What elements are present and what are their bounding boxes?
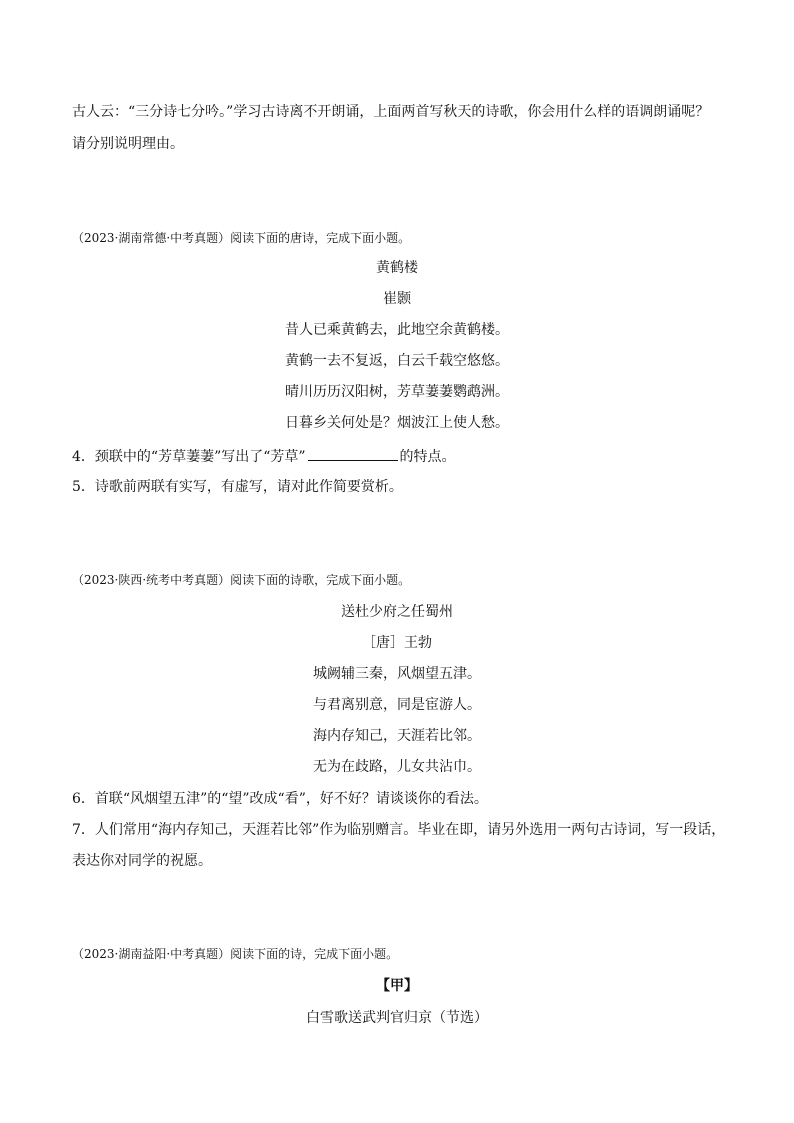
section2-poem-title: 送杜少府之任蜀州 xyxy=(341,604,453,620)
section1-poem-title: 黄鹤楼 xyxy=(376,260,418,276)
intro-line-1: 古人云：“三分诗七分吟。”学习古诗离不开朗诵，上面两首写秋天的诗歌，你会用什么样的语调朗诵呢？ xyxy=(72,104,710,120)
question-4-text-end: 的特点。 xyxy=(399,449,456,465)
question-4 xyxy=(72,446,456,467)
section1-poem-line: 昔人已乘黄鹤去，此地空余黄鹤楼。 xyxy=(285,322,509,338)
section1-poem-line: 日暮乡关何处是？烟波江上使人愁。 xyxy=(285,415,509,431)
section2-source: （2023·陕西·统考中考真题）阅读下面的诗歌，完成下面小题。 xyxy=(72,573,411,587)
section3-label: 【甲】 xyxy=(376,978,418,994)
question-6: 6．首联“风烟望五津”的“望”改成“看”，好不好？请谈谈你的看法。 xyxy=(72,791,488,807)
section2-poem-line: 与君离别意，同是宦游人。 xyxy=(313,697,481,713)
intro-line-2: 请分别说明理由。 xyxy=(72,136,184,152)
section1-poem-line: 晴川历历汉阳树，芳草萋萋鹦鹉洲。 xyxy=(285,384,509,400)
section3-poem-title: 白雪歌送武判官归京（节选） xyxy=(306,1010,488,1026)
question-7-line-2: 表达你对同学的祝愿。 xyxy=(72,853,212,869)
answer-blank[interactable] xyxy=(308,446,398,461)
section1-source: （2023·湖南常德·中考真题）阅读下面的唐诗，完成下面小题。 xyxy=(72,231,411,245)
section2-poem-author: ［唐］王勃 xyxy=(362,635,432,651)
section1-poem-author: 崔颢 xyxy=(383,291,411,307)
section1-poem-line: 黄鹤一去不复返，白云千载空悠悠。 xyxy=(285,353,509,369)
section2-poem-line: 无为在歧路，儿女共沾巾。 xyxy=(313,759,481,775)
question-5: 5．诗歌前两联有实写，有虚写，请对此作简要赏析。 xyxy=(72,479,403,495)
section3-source: （2023·湖南益阳·中考真题）阅读下面的诗，完成下面小题。 xyxy=(72,947,399,961)
section2-poem-line: 城阙辅三秦，风烟望五津。 xyxy=(313,666,481,682)
question-7-line-1: 7．人们常用“海内存知己，天涯若比邻”作为临别赠言。毕业在即，请另外选用一两句古诗词，写一段话， xyxy=(72,822,726,838)
section2-poem-line: 海内存知己，天涯若比邻。 xyxy=(313,728,481,744)
question-4-text: 4．颈联中的“芳草萋萋”写出了“芳草” xyxy=(72,449,306,465)
